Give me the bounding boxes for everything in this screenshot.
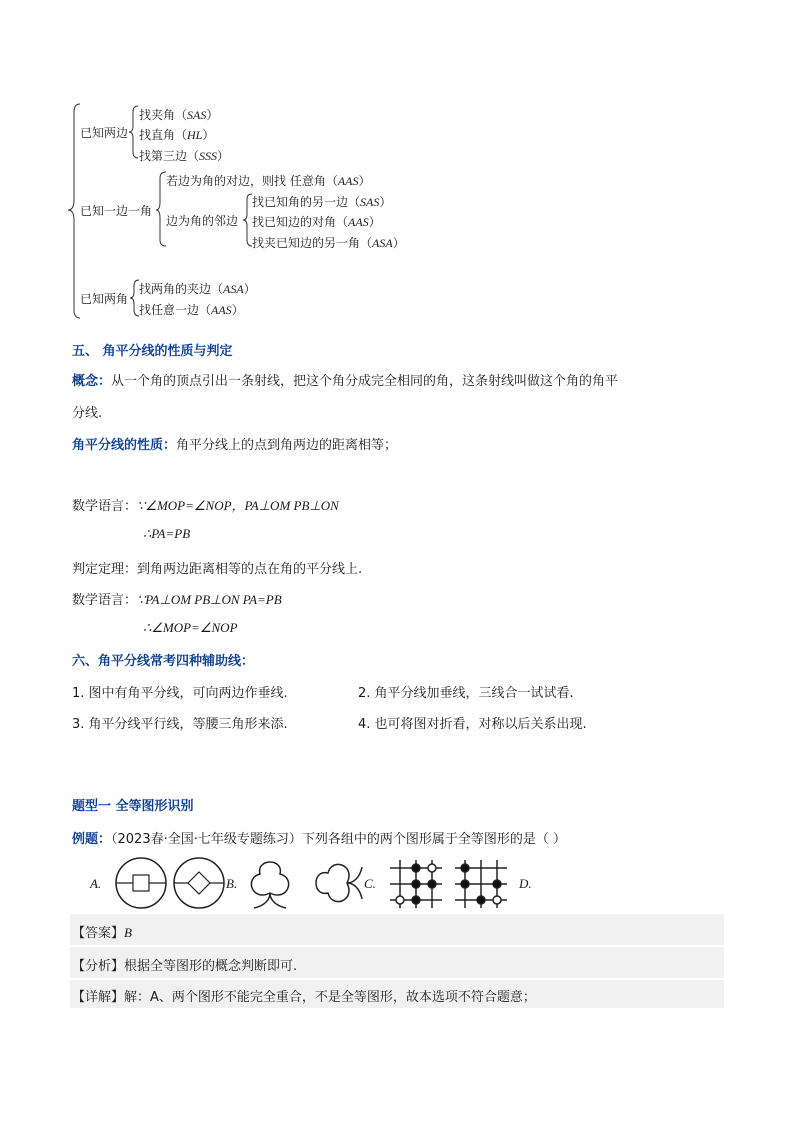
concept-line-2: 分线. xyxy=(72,406,103,421)
tree-item: 找已知边的对角（AAS） xyxy=(252,215,381,229)
concept-line-1: 概念：从一个角的顶点引出一条射线，把这个角分成完全相同的角，这条射线叫做这个角的角平 xyxy=(72,374,619,389)
math-result-1: ∴PA=PB xyxy=(143,526,191,541)
tip-item-1: 1. 图中有角平分线，可向两边作垂线. xyxy=(72,686,288,701)
tree-item: 找第三边（SSS） xyxy=(139,149,230,163)
answer-row xyxy=(70,914,724,945)
option-c-figure-1 xyxy=(390,860,442,908)
option-b-label: B. xyxy=(226,876,238,891)
option-c-figure-2 xyxy=(455,860,507,908)
tree-item: 找直角（HL） xyxy=(139,128,215,142)
theorem-line: 判定定理：到角两边距离相等的点在角的平分线上. xyxy=(72,562,363,577)
tree-item: 若边为角的对边，则找 任意角（AAS） xyxy=(166,174,371,188)
tree-item: 找任意一边（AAS） xyxy=(139,303,244,317)
option-a-figure-2 xyxy=(174,858,224,908)
option-b-figure-2 xyxy=(316,864,362,901)
section-6-title: 六、角平分线常考四种辅助线： xyxy=(72,654,255,669)
tree-root-2: 已知一边一角 xyxy=(80,204,153,218)
option-c-label: C. xyxy=(364,876,376,891)
tree-item: 找夹角（SAS） xyxy=(139,108,219,122)
property-line: 角平分线的性质：角平分线上的点到角两边的距离相等； xyxy=(72,438,398,453)
tree-sub-root: 边为角的邻边 xyxy=(166,214,239,228)
math-language-1: 数学语言：∵∠MOP=∠NOP，PA⊥OM PB⊥ON xyxy=(72,498,339,514)
tip-item-4: 4. 也可将图对折看，对称以后关系出现. xyxy=(358,717,587,732)
math-result-2: ∴∠MOP=∠NOP xyxy=(143,620,238,635)
tree-item: 找两角的夹边（ASA） xyxy=(139,282,256,296)
option-a-label: A. xyxy=(90,876,102,891)
detail-line: 【详解】解：A、两个图形不能完全重合，不是全等图形，故本选项不符合题意； xyxy=(72,990,536,1005)
question-type-title: 题型一 全等图形识别 xyxy=(72,799,194,814)
answer-line: 【答案】B xyxy=(72,925,132,941)
section-5-title: 五、 角平分线的性质与判定 xyxy=(72,344,233,359)
tip-item-2: 2. 角平分线加垂线，三线合一试试看. xyxy=(358,686,574,701)
option-b-figure-1 xyxy=(251,862,288,908)
option-a-figure-1 xyxy=(116,858,166,908)
tree-item: 找夹已知边的另一角（ASA） xyxy=(252,236,405,250)
tree-root-1: 已知两边 xyxy=(80,126,129,140)
example-line: 例题：（2023春·全国·七年级专题练习）下列各组中的两个图形属于全等图形的是（ ） xyxy=(72,832,566,847)
tip-item-3: 3. 角平分线平行线，等腰三角形来添. xyxy=(72,717,288,732)
analysis-line: 【分析】根据全等图形的概念判断即可. xyxy=(72,959,298,974)
math-language-2: 数学语言：∵PA⊥OM PB⊥ON PA=PB xyxy=(72,592,282,608)
tree-item: 找已知角的另一边（SAS） xyxy=(252,195,392,209)
tree-root-3: 已知两角 xyxy=(80,292,129,306)
option-d-label: D. xyxy=(519,876,532,891)
